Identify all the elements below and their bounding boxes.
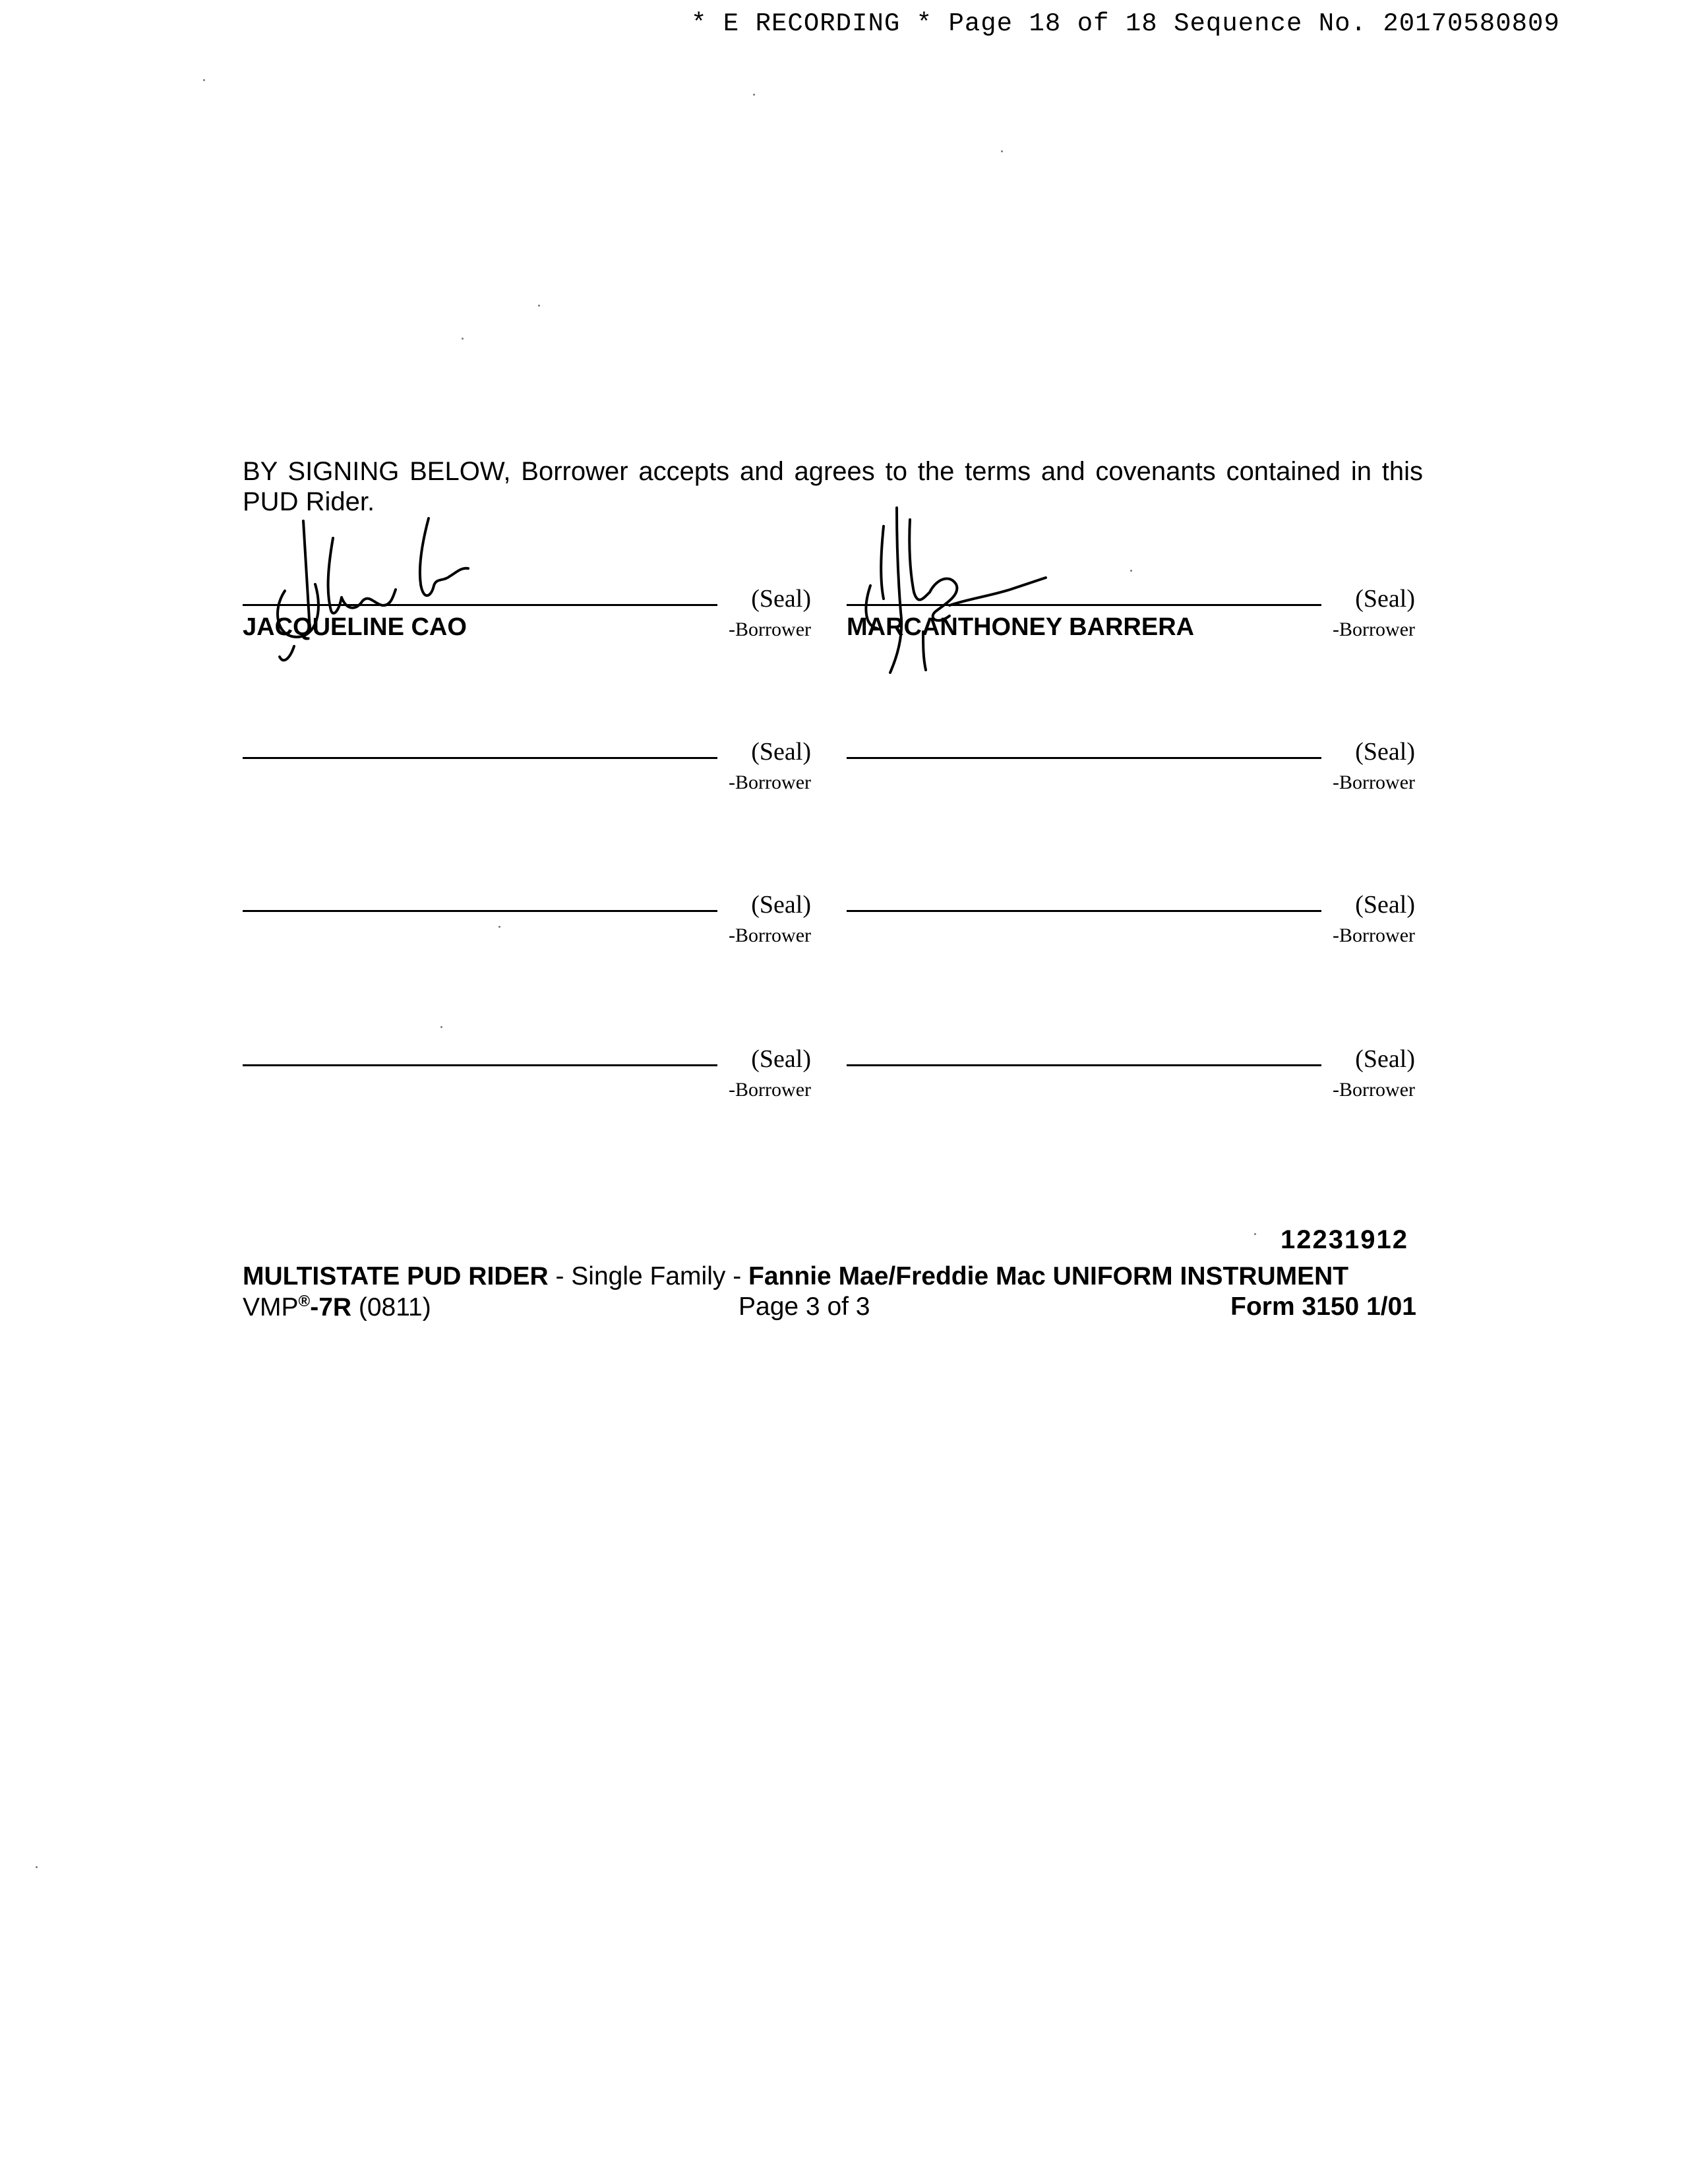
scan-speck bbox=[753, 94, 755, 96]
signature-line bbox=[243, 757, 717, 759]
intro-text-line2: PUD Rider. bbox=[243, 487, 375, 516]
seal-label: (Seal) bbox=[751, 738, 811, 766]
form-title bbox=[243, 1262, 1348, 1291]
seal-label: (Seal) bbox=[751, 585, 811, 613]
form-meta bbox=[243, 1292, 1416, 1322]
borrower-label: -Borrower bbox=[1333, 925, 1415, 946]
form-code-version: (0811) bbox=[351, 1293, 431, 1321]
signature-line bbox=[847, 1064, 1321, 1066]
borrower-label: -Borrower bbox=[729, 1079, 811, 1101]
form-code bbox=[243, 1293, 431, 1321]
seal-label: (Seal) bbox=[1355, 1045, 1415, 1073]
signature-line bbox=[847, 910, 1321, 912]
scan-speck bbox=[538, 305, 540, 307]
signature-jacqueline-cao bbox=[270, 512, 521, 670]
form-number: Form 3150 1/01 bbox=[1230, 1292, 1416, 1321]
recording-stamp: * E RECORDING * Page 18 of 18 Sequence No. 20170580809 bbox=[691, 9, 1560, 38]
scan-speck bbox=[1001, 150, 1003, 152]
scan-speck bbox=[1130, 570, 1132, 572]
seal-label: (Seal) bbox=[751, 891, 811, 919]
borrower-label: -Borrower bbox=[729, 619, 811, 640]
signature-block-3 bbox=[243, 738, 811, 816]
form-title-bold2: Fannie Mae/Freddie Mac UNIFORM INSTRUMENT bbox=[748, 1262, 1349, 1290]
signature-marcanthoney-barrera bbox=[857, 500, 1055, 684]
signature-block-7 bbox=[243, 1045, 811, 1124]
borrower-label: -Borrower bbox=[1333, 772, 1415, 793]
form-code-prefix: VMP bbox=[243, 1293, 299, 1321]
seal-label: (Seal) bbox=[1355, 585, 1415, 613]
signature-line bbox=[243, 1064, 717, 1066]
seal-label: (Seal) bbox=[1355, 891, 1415, 919]
form-code-suffix: -7R bbox=[310, 1293, 352, 1321]
signature-line bbox=[847, 757, 1321, 759]
scan-speck bbox=[203, 79, 205, 81]
borrower-label: -Borrower bbox=[729, 925, 811, 946]
signature-block-4 bbox=[847, 738, 1415, 816]
signature-block-8 bbox=[847, 1045, 1415, 1124]
signer-name-right: MARCANTHONEY BARRERA bbox=[847, 613, 1195, 641]
scan-speck bbox=[498, 926, 500, 928]
form-code-sup: ® bbox=[298, 1292, 311, 1310]
scan-speck bbox=[462, 338, 464, 340]
borrower-label: -Borrower bbox=[729, 772, 811, 793]
page-number: Page 3 of 3 bbox=[738, 1292, 870, 1321]
intro-text-line1: BY SIGNING BELOW, Borrower accepts and agrees to the terms and covenants contained in this bbox=[243, 457, 1423, 486]
form-title-bold: MULTISTATE PUD RIDER bbox=[243, 1262, 549, 1290]
signature-block-5 bbox=[243, 891, 811, 969]
signer-name-left: JACQUELINE CAO bbox=[243, 613, 467, 641]
loan-number: 12231912 bbox=[1281, 1225, 1408, 1254]
form-title-mid: - Single Family - bbox=[548, 1262, 749, 1290]
scan-speck bbox=[440, 1026, 442, 1028]
signature-line bbox=[243, 910, 717, 912]
signature-block-6 bbox=[847, 891, 1415, 969]
scan-speck bbox=[36, 1866, 38, 1868]
scan-speck bbox=[1254, 1233, 1256, 1235]
borrower-label: -Borrower bbox=[1333, 619, 1415, 640]
seal-label: (Seal) bbox=[751, 1045, 811, 1073]
borrower-label: -Borrower bbox=[1333, 1079, 1415, 1101]
seal-label: (Seal) bbox=[1355, 738, 1415, 766]
